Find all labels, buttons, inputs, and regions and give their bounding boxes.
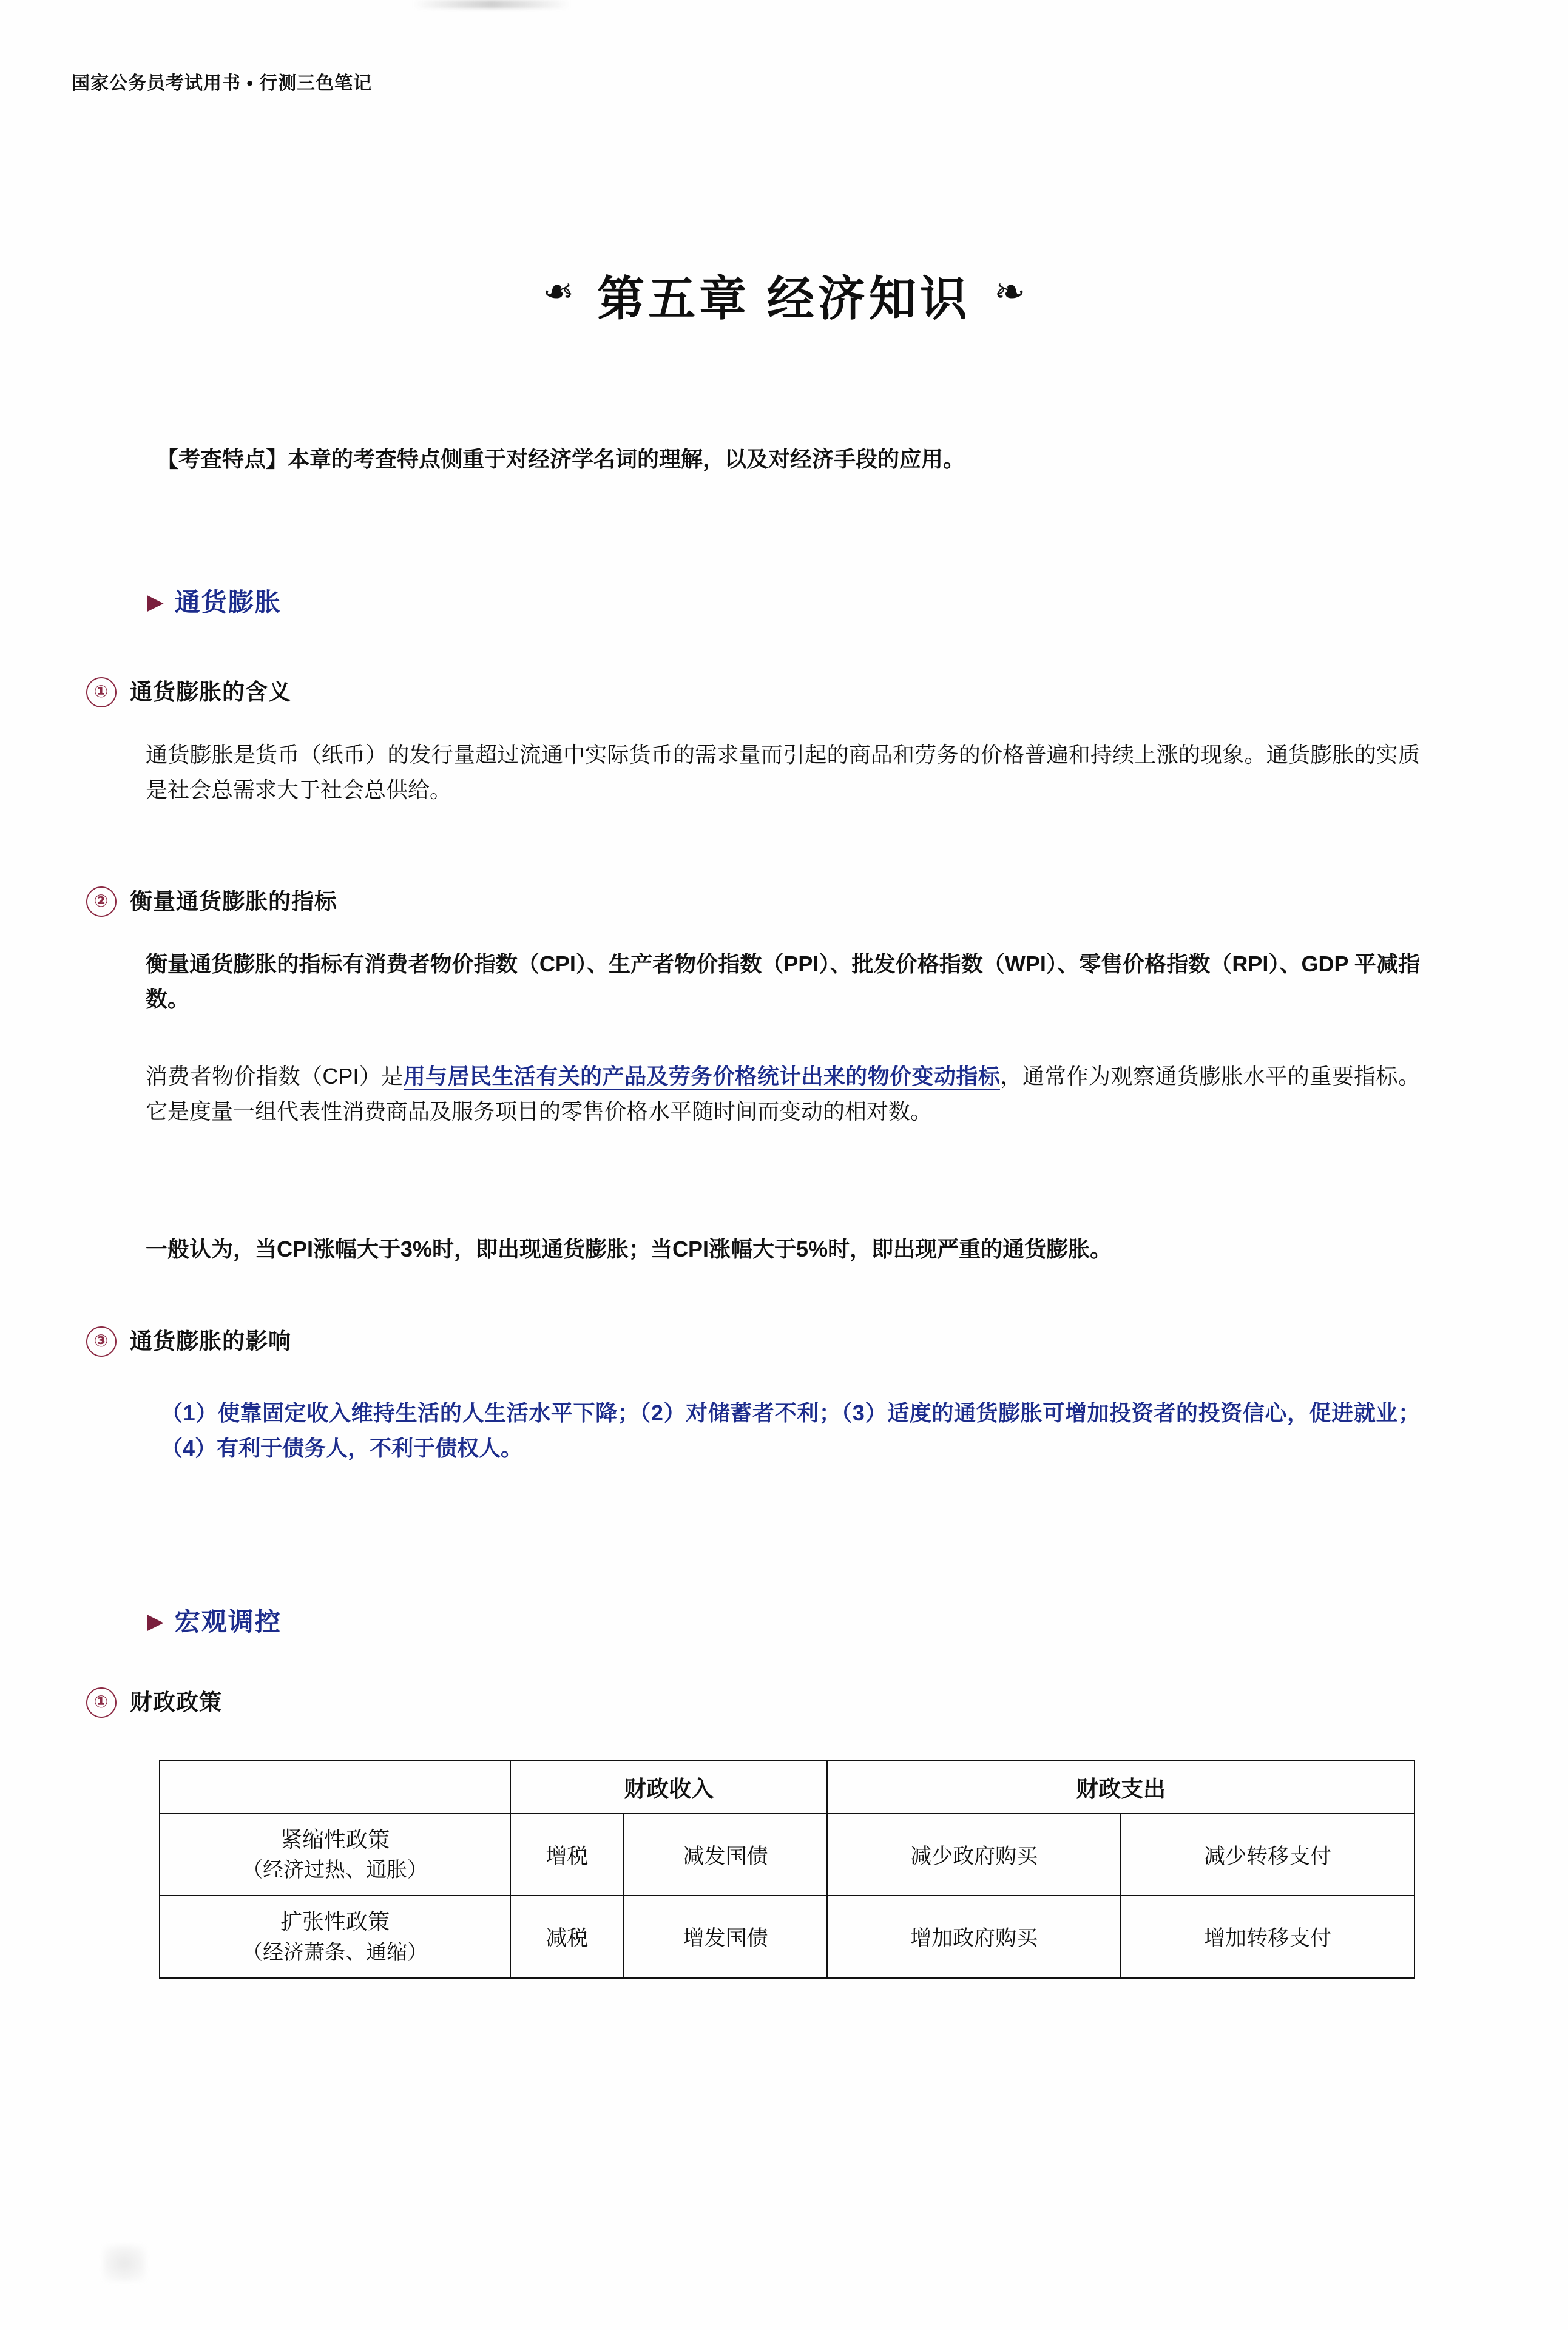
running-head: 国家公务员考试用书 • 行测三色笔记 (72, 73, 373, 93)
ornament-left-icon: ❧ (542, 271, 574, 313)
row-label-expansionary (160, 1896, 510, 1977)
exam-focus-note: 【考查特点】本章的考查特点侧重于对经济学名词的理解，以及对经济手段的应用。 (157, 447, 965, 471)
paragraph-inflation-effects: （1）使靠固定收入维持生活的人生活水平下降；（2）对储蓄者不利；（3）适度的通货膨胀可增加投资者的投资信心，促进就业；（4）有利于债务人，不利于债权人。 (161, 1400, 1420, 1461)
table-header-expenditure: 财政支出 (827, 1760, 1414, 1814)
row-label-line2: （经济萧条、通缩） (242, 1940, 428, 1964)
cell-expansionary-revenue-1: 减税 (510, 1896, 624, 1977)
item-number-badge: ① (86, 677, 117, 707)
table-header-corner (160, 1760, 510, 1814)
section-heading-macrocontrol (147, 1602, 282, 1638)
fiscal-policy-table (159, 1760, 1415, 1979)
row-label-line1: 紧缩性政策 (280, 1827, 390, 1852)
list-item-2-1 (86, 1684, 222, 1720)
section-heading-inflation (147, 582, 282, 619)
list-item-1-2 (86, 883, 337, 919)
row-label-line2: （经济过热、通胀） (242, 1859, 428, 1882)
cell-contractionary-revenue-1: 增税 (510, 1814, 624, 1896)
item-number-badge: ② (86, 886, 117, 917)
item-label: 财政政策 (130, 1690, 222, 1715)
triangle-marker-icon: ▶ (147, 589, 165, 614)
cell-contractionary-expenditure-2: 减少转移支付 (1121, 1814, 1414, 1896)
item-label: 通货膨胀的影响 (130, 1329, 291, 1354)
list-item-1-3 (86, 1323, 291, 1359)
paragraph-inflation-definition: 通货膨胀是货币（纸币）的发行量超过流通中实际货币的需求量而引起的商品和劳务的价格普遍和持续上涨的现象。通货膨胀的实质是社会总需求大于社会总供给。 (146, 742, 1420, 803)
chapter-title-block (0, 261, 1568, 329)
item-number-badge: ① (86, 1687, 117, 1718)
section-heading-label: 通货膨胀 (174, 588, 282, 616)
item-number-badge: ③ (86, 1326, 117, 1357)
list-item-1-1 (86, 674, 291, 710)
scan-artifact-bottom (103, 2245, 146, 2281)
scan-artifact-top (413, 0, 570, 8)
triangle-marker-icon: ▶ (147, 1609, 165, 1633)
paragraph-cpi-explanation (146, 1059, 1420, 1130)
cell-expansionary-expenditure-2: 增加转移支付 (1121, 1896, 1414, 1977)
page-title: 第五章 经济知识 (597, 272, 971, 325)
cell-contractionary-revenue-2: 减发国债 (624, 1814, 827, 1896)
cell-expansionary-expenditure-1: 增加政府购买 (827, 1896, 1121, 1977)
cell-contractionary-expenditure-1: 减少政府购买 (827, 1814, 1121, 1896)
table-header-row (160, 1760, 1414, 1814)
cpi-text-part1: 消费者物价指数（CPI）是 (146, 1064, 404, 1089)
item-label: 衡量通货膨胀的指标 (130, 889, 337, 914)
ornament-right-icon: ❧ (994, 271, 1026, 313)
paragraph-cpi-thresholds: 一般认为，当CPI涨幅大于3%时，即出现通货膨胀；当CPI涨幅大于5%时，即出现严重的通货膨胀。 (146, 1237, 1112, 1261)
row-label-line1: 扩张性政策 (280, 1909, 390, 1934)
row-label-contractionary (160, 1814, 510, 1896)
cpi-text-part2: ，通常作为观察通货膨胀水平的重要指标。它是度量一组代表性消费商品及服务项目的零售价格水平随时间而变动的相对数。 (146, 1064, 1420, 1124)
cpi-highlight-underlined: 用与居民生活有关的产品及劳务价格统计出来的物价变动指标 (404, 1064, 1001, 1090)
cell-expansionary-revenue-2: 增发国债 (624, 1896, 827, 1977)
table-row (160, 1814, 1414, 1896)
table-row (160, 1896, 1414, 1977)
section-heading-label: 宏观调控 (174, 1607, 282, 1636)
table-header-revenue: 财政收入 (510, 1760, 827, 1814)
item-label: 通货膨胀的含义 (130, 680, 291, 704)
paragraph-inflation-indicators: 衡量通货膨胀的指标有消费者物价指数（CPI）、生产者物价指数（PPI）、批发价格指数（WPI）、零售价格指数（RPI）、GDP 平减指数。 (146, 951, 1420, 1012)
